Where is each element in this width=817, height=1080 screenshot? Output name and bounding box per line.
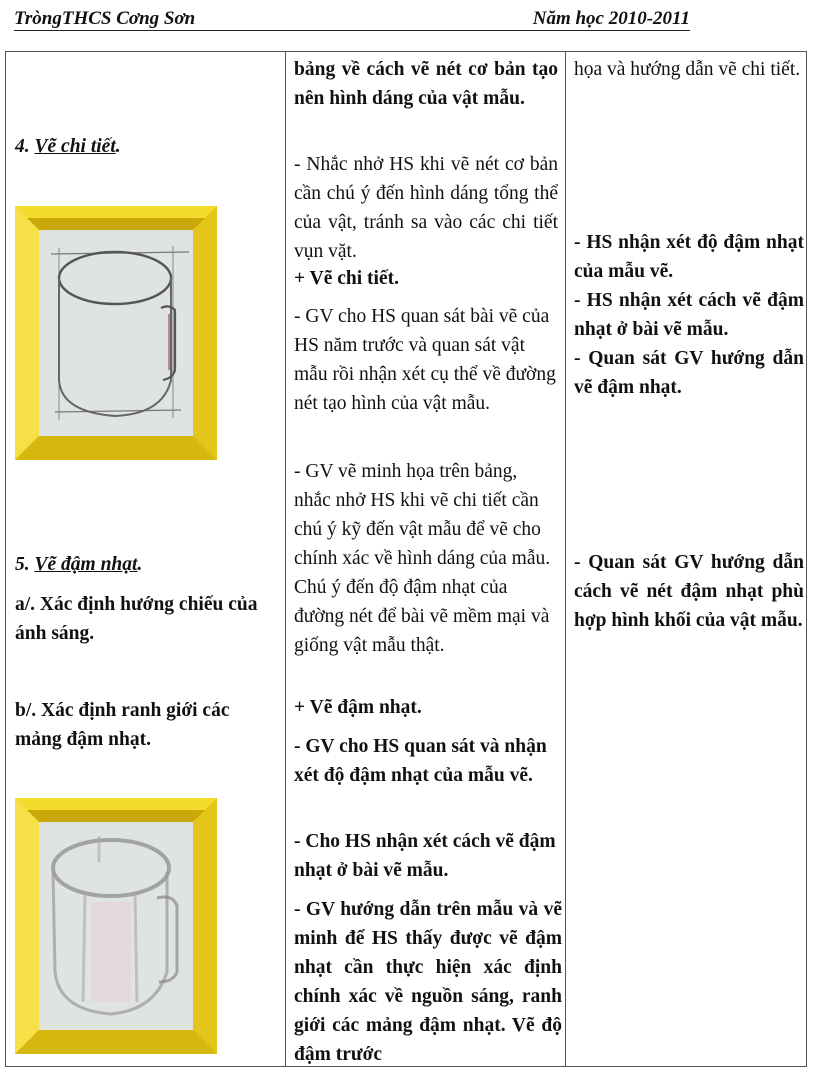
teacher-p2-reminder: - Nhắc nhở HS khi vẽ nét cơ bản cần chú ý đến hình dáng tổng thể của vật, tránh sa vào các chi tiết vụn vặt. (294, 154, 558, 262)
teacher-p5-demo: - GV vẽ minh họa trên bảng, nhắc nhở HS khi vẽ chi tiết cần chú ý kỹ đến vật mẫu để vẽ cho chính xác về hình dáng của mẫu. Chú ý đến độ đậm nhạt của đường nét để bài vẽ mềm mại và giống vật mẫu thật. (294, 461, 551, 656)
school-year: Năm học 2010-2011 (532, 8, 690, 29)
teacher-p3-detail-heading: + Vẽ chi tiết. (294, 268, 399, 289)
school-name: TròngTHCS Cơng Sơn (14, 8, 196, 29)
student-p2: - HS nhận xét độ đậm nhạt của mẫu vẽ. (574, 232, 804, 282)
page-header (14, 6, 690, 31)
section-4-heading: 4. Vẽ chi tiết. (15, 136, 121, 157)
student-p3: - HS nhận xét cách vẽ đậm nhạt ở bài vẽ mẫu. (574, 290, 804, 340)
teacher-p9-guide: - GV hướng dẫn trên mẫu và vẽ minh để HS thấy được vẽ đậm nhạt cần thực hiện xác định chính xác về nguồn sáng, ranh giới các mảng đậm nhạt. Vẽ độ đậm trước (294, 899, 562, 1065)
section-5-title: Vẽ đậm nhạt (34, 554, 138, 575)
lesson-table (5, 51, 807, 1067)
student-p4: - Quan sát GV hướng dẫn vẽ đậm nhạt. (574, 348, 804, 398)
teacher-p6-tone-heading: + Vẽ đậm nhạt. (294, 697, 422, 718)
item-a-light-direction: a/. Xác định hướng chiếu của ánh sáng. (15, 594, 258, 644)
mug-shaded-picture (15, 798, 217, 1054)
student-p1: họa và hướng dẫn vẽ chi tiết. (574, 59, 801, 80)
section-5-heading: 5. Vẽ đậm nhạt. (15, 554, 143, 575)
mug-outline-picture (15, 206, 217, 460)
mug-sketch-outline-icon (39, 230, 193, 436)
column-teacher-activity (286, 52, 566, 1066)
column-student-activity (566, 52, 807, 1066)
item-b-tone-boundary: b/. Xác định ranh giới các mảng đậm nhạt. (15, 700, 230, 750)
teacher-p1: bảng về cách vẽ nét cơ bản tạo nên hình dáng của vật mẫu. (294, 59, 558, 109)
teacher-p8-compare: - Cho HS nhận xét cách vẽ đậm nhạt ở bài vẽ mẫu. (294, 831, 556, 881)
column-content (6, 52, 286, 1066)
mug-sketch-shaded-icon (39, 822, 193, 1030)
teacher-p4-observe: - GV cho HS quan sát bài vẽ của HS năm trước và quan sát vật mẫu rồi nhận xét cụ thể về đường nét tạo hình của vật mẫu. (294, 306, 556, 414)
section-4-title: Vẽ chi tiết (34, 136, 116, 157)
student-p5: - Quan sát GV hướng dẫn cách vẽ nét đậm nhạt phù hợp hình khối của vật mẫu. (574, 552, 804, 631)
teacher-p7-observe-tone: - GV cho HS quan sát và nhận xét độ đậm nhạt của mẫu vẽ. (294, 736, 547, 786)
